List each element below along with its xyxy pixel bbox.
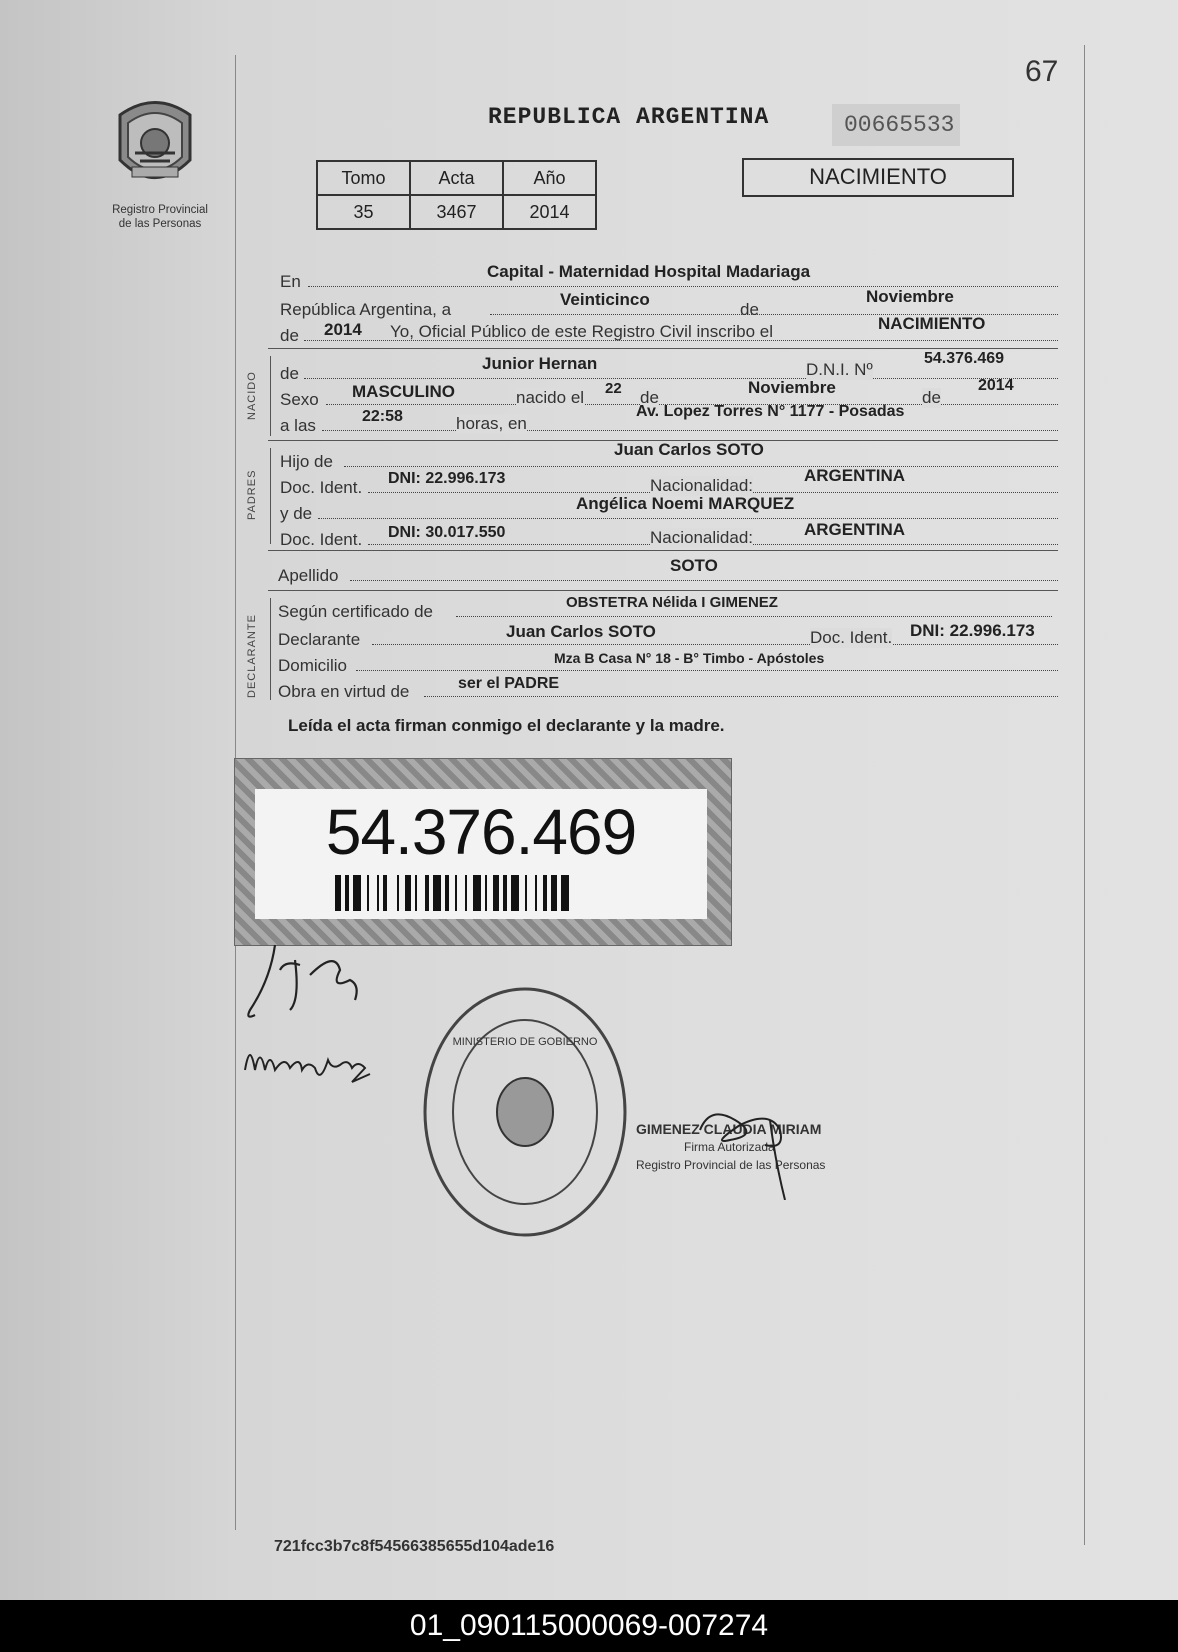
barcode-bar <box>511 875 519 911</box>
barcode-bar <box>551 875 557 911</box>
barcode-bar <box>485 875 487 911</box>
father-nationality: ARGENTINA <box>804 466 906 485</box>
barcode-bar <box>353 875 361 911</box>
right-margin-line <box>1084 45 1085 1545</box>
id-number-stamp <box>234 758 732 946</box>
signer-office: Registro Provincial de las Personas <box>636 1158 826 1172</box>
dotted-line <box>424 696 1058 697</box>
year-prefix: de <box>280 326 299 345</box>
cert-value: OBSTETRA Nélida I GIMENEZ <box>566 594 778 611</box>
serial-number: 00665533 <box>832 104 960 146</box>
barcode-bar <box>433 875 441 911</box>
dotted-line <box>344 466 1058 467</box>
declarante-section-label: DECLARANTE <box>246 614 258 698</box>
acta-header: Acta <box>410 161 503 195</box>
inscribo-value: NACIMIENTO <box>878 314 986 333</box>
section-divider <box>268 348 1058 349</box>
en-label: En <box>280 272 301 291</box>
barcode-bar <box>543 875 547 911</box>
acta-value: 3467 <box>410 195 503 229</box>
dotted-line <box>372 644 1058 645</box>
barcode-bar <box>425 875 429 911</box>
barcode-bar <box>525 875 527 911</box>
de-label-2: de <box>922 388 941 407</box>
dotted-line <box>350 580 1058 581</box>
seal-inner-text: MINISTERIO DE GOBIERNO <box>452 1036 598 1048</box>
nacido-section-label: NACIDO <box>246 371 258 420</box>
record-meta-table <box>316 160 597 230</box>
tomo-header: Tomo <box>317 161 410 195</box>
dotted-line <box>318 518 1058 519</box>
barcode-bar <box>473 875 481 911</box>
barcode-bar <box>345 875 349 911</box>
en-value: Capital - Maternidad Hospital Madariaga <box>487 262 811 281</box>
mother-signature <box>240 1030 390 1095</box>
logo-caption-line1: Registro Provincial <box>112 204 208 216</box>
sexo-label: Sexo <box>280 390 319 409</box>
hijo-label: Hijo de <box>280 452 333 471</box>
logo-caption <box>95 203 225 231</box>
barcode-bar <box>493 875 499 911</box>
birth-time: 22:58 <box>362 408 403 425</box>
padres-section-label: PADRES <box>246 469 258 520</box>
declarante-value: Juan Carlos SOTO <box>506 622 656 641</box>
barcode-bar <box>415 875 417 911</box>
child-dni: 54.376.469 <box>924 350 1005 367</box>
footer-code: 01_090115000069-007274 <box>0 1600 1178 1652</box>
mother-doc: DNI: 30.017.550 <box>388 524 506 541</box>
anio-header: Año <box>503 161 596 195</box>
father-signature-icon <box>240 940 380 1030</box>
mother-signature-icon <box>240 1030 390 1090</box>
birth-place: Av. Lopez Torres N° 1177 - Posadas <box>636 403 905 420</box>
tomo-value: 35 <box>317 195 410 229</box>
republica-label: República Argentina, a <box>280 300 452 319</box>
signer-name: GIMENEZ CLAUDIA MIRIAM <box>636 1121 822 1137</box>
horas-label: horas, en <box>456 414 527 433</box>
barcode-icon <box>335 875 635 911</box>
barcode-bar <box>367 875 369 911</box>
barcode-bar <box>377 875 379 911</box>
barcode-bar <box>383 875 387 911</box>
mother-nat-label: Nacionalidad: <box>650 528 754 547</box>
declarante-doc-label: Doc. Ident. <box>810 628 893 647</box>
sexo-value: MASCULINO <box>352 382 455 401</box>
anio-value: 2014 <box>503 195 596 229</box>
year-value: 2014 <box>324 320 362 339</box>
mother-doc-label: Doc. Ident. <box>280 530 363 549</box>
birth-month: Noviembre <box>748 378 836 397</box>
page-number: 67 <box>1025 55 1059 88</box>
de-label-1: de <box>640 388 659 407</box>
father-doc: DNI: 22.996.173 <box>388 470 506 487</box>
id-stamp-number: 54.376.469 <box>325 796 637 868</box>
dotted-line <box>304 378 1058 379</box>
birth-year: 2014 <box>978 377 1014 394</box>
day-value: Veinticinco <box>560 290 650 309</box>
record-type-box: NACIMIENTO <box>742 158 1014 197</box>
domicilio-label: Domicilio <box>278 656 347 675</box>
barcode-bar <box>335 875 341 911</box>
de-label: de <box>740 300 759 319</box>
official-signature-icon <box>690 1100 820 1200</box>
obra-value: ser el PADRE <box>458 675 560 692</box>
dotted-line <box>322 430 1058 431</box>
barcode-bar <box>535 875 537 911</box>
section-divider <box>268 590 1058 591</box>
section-bracket <box>270 448 271 544</box>
registry-logo <box>100 95 210 231</box>
yde-label: y de <box>280 504 313 523</box>
child-name: Junior Hernan <box>482 354 598 373</box>
barcode-bar <box>465 875 467 911</box>
misiones-emblem-icon <box>110 95 200 195</box>
apellido-value: SOTO <box>670 556 718 575</box>
father-nat-label: Nacionalidad: <box>650 476 754 495</box>
mother-nationality: ARGENTINA <box>804 520 906 539</box>
obra-label: Obra en virtud de <box>278 682 410 701</box>
barcode-bar <box>455 875 457 911</box>
father-name: Juan Carlos SOTO <box>614 440 764 459</box>
closing-statement: Leída el acta firman conmigo el declarante y la madre. <box>288 716 725 735</box>
barcode-bar <box>405 875 411 911</box>
document-hash: 721fcc3b7c8f54566385655d104ade16 <box>274 1538 555 1555</box>
nacido-de-label: de <box>280 364 299 383</box>
dotted-line <box>356 670 1058 671</box>
country-title: REPUBLICA ARGENTINA <box>488 104 770 130</box>
apellido-label: Apellido <box>278 566 339 585</box>
dni-label: D.N.I. Nº <box>806 360 873 379</box>
signer-role: Firma Autorizada <box>684 1140 775 1154</box>
alas-label: a las <box>280 416 316 435</box>
barcode-bar <box>445 875 449 911</box>
declarante-doc: DNI: 22.996.173 <box>910 621 1035 640</box>
section-bracket <box>270 598 271 700</box>
birth-day: 22 <box>605 380 622 397</box>
barcode-bar <box>503 875 507 911</box>
month-value: Noviembre <box>866 287 954 306</box>
barcode-bar <box>397 875 399 911</box>
official-seal-icon <box>420 985 630 1240</box>
cert-label: Según certificado de <box>278 602 433 621</box>
mother-name: Angélica Noemi MARQUEZ <box>576 494 795 513</box>
oficial-text: Yo, Oficial Público de este Registro Civil inscribo el <box>390 322 773 341</box>
section-bracket <box>270 356 271 436</box>
father-doc-label: Doc. Ident. <box>280 478 363 497</box>
domicilio-value: Mza B Casa N° 18 - B° Timbo - Apóstoles <box>554 650 825 666</box>
section-divider <box>268 550 1058 551</box>
declarante-label: Declarante <box>278 630 361 649</box>
nacido-label: nacido el <box>516 388 585 407</box>
id-stamp-inner <box>255 789 707 919</box>
dotted-line <box>456 616 1052 617</box>
barcode-bar <box>561 875 569 911</box>
logo-caption-line2: de las Personas <box>118 218 202 230</box>
